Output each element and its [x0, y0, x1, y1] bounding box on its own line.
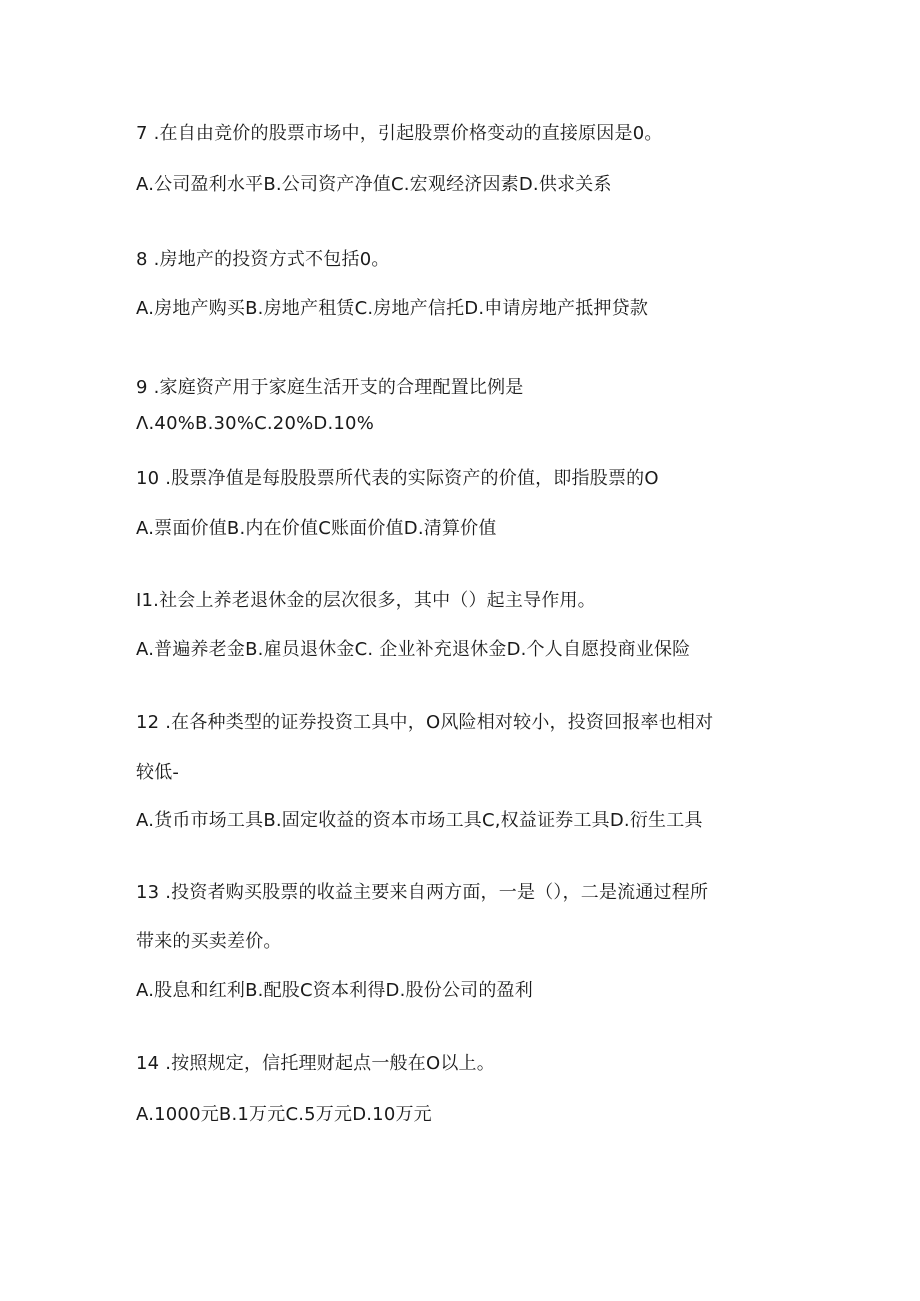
question-13-text: 13 .投资者购买股票的收益主要来自两方面，一是（），二是流通过程所 [136, 882, 709, 903]
question-8-text: 8 .房地产的投资方式不包括0。 [136, 249, 390, 270]
question-12-options: A.货币市场工具B.固定收益的资本市场工具C,权益证券工具D.衍生工具 [136, 810, 703, 831]
question-13-options: A.股息和红利B.配股C资本利得D.股份公司的盈利 [136, 980, 533, 1001]
question-13-text-continued: 带来的买卖差价。 [136, 931, 282, 952]
question-14-text: 14 .按照规定，信托理财起点一般在O以上。 [136, 1053, 495, 1074]
question-12-text: 12 .在各种类型的证券投资工具中，O风险相对较小，投资回报率也相对 [136, 712, 714, 733]
question-10-text: 10 .股票净值是每股股票所代表的实际资产的价值，即指股票的O [136, 468, 659, 489]
question-9-text: 9 .家庭资产用于家庭生活开支的合理配置比例是 [136, 377, 524, 398]
question-7-text: 7 .在自由竞价的股票市场中，引起股票价格变动的直接原因是0。 [136, 123, 663, 144]
question-14-options: A.1000元B.1万元C.5万元D.10万元 [136, 1104, 432, 1125]
question-11-options: A.普遍养老金B.雇员退休金C. 企业补充退休金D.个人自愿投商业保险 [136, 639, 691, 660]
question-10-options: A.票面价值B.内在价值C账面价值D.清算价值 [136, 518, 497, 539]
question-8-options: A.房地产购买B.房地产租赁C.房地产信托D.申请房地产抵押贷款 [136, 298, 649, 319]
question-11-text: I1.社会上养老退休金的层次很多，其中（）起主导作用。 [136, 590, 596, 611]
question-7-options: A.公司盈利水平B.公司资产净值C.宏观经济因素D.供求关系 [136, 174, 612, 195]
question-12-text-continued: 较低- [136, 762, 180, 783]
question-9-options: Λ.40%B.30%C.20%D.10% [136, 413, 375, 434]
